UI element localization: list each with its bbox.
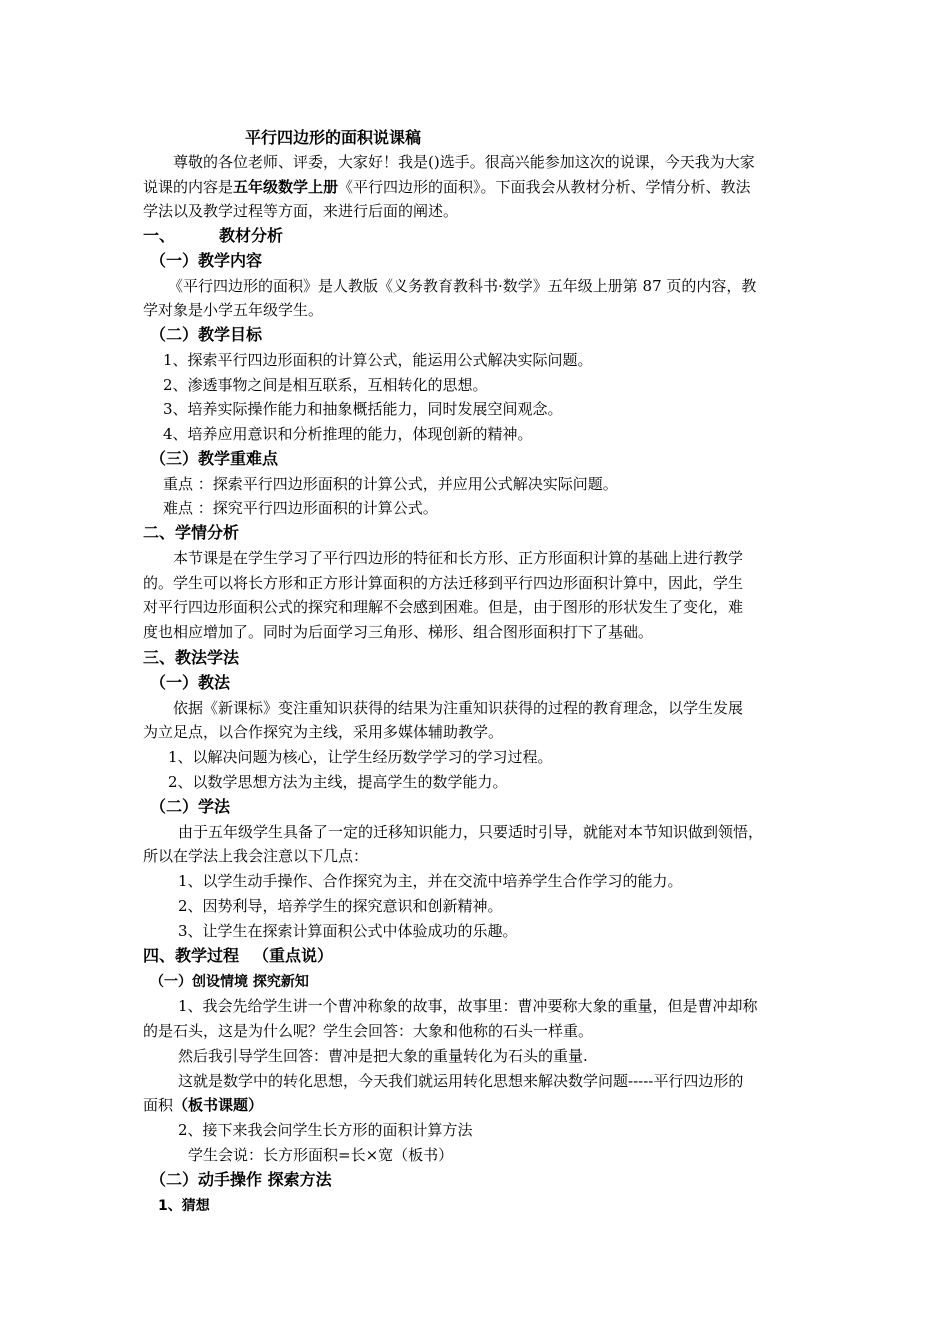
section-1-number: 一、 bbox=[143, 226, 176, 245]
list-item: 3、让学生在探索计算面积公式中体验成功的乐趣。 bbox=[178, 922, 518, 940]
list-item: 1、以学生动手操作、合作探究为主，并在交流中培养学生合作学习的能力。 bbox=[178, 872, 683, 890]
section-4-heading bbox=[143, 945, 333, 967]
content-line: 度也相应增加了。同时为后面学习三角形、梯形、组合图形面积打下了基础。 bbox=[143, 623, 654, 641]
content-line: 的。学生可以将长方形和正方形计算面积的方法迁移到平行四边形面积计算中，因此，学生 bbox=[143, 574, 744, 592]
content-line: 依据《新课标》变注重知识获得的结果为注重知识获得的过程的教育理念，以学生发展 bbox=[173, 699, 744, 717]
content-line: 对平行四边形面积公式的探究和理解不会感到困难。但是，由于图形的形状发生了变化，难 bbox=[143, 598, 744, 616]
goal-item: 2、渗透事物之间是相互联系，互相转化的思想。 bbox=[163, 376, 488, 394]
goal-item: 3、培养实际操作能力和抽象概括能力，同时发展空间观念。 bbox=[163, 400, 563, 418]
list-item: 2、因势利导，培养学生的探究意识和创新精神。 bbox=[178, 897, 503, 915]
content-line: 学生会说：长方形面积=长×宽（板书） bbox=[188, 1146, 454, 1164]
list-item: 1、猜想 bbox=[158, 1198, 210, 1214]
content-line bbox=[143, 1094, 263, 1116]
intro-bold: 五年级数学上册 bbox=[233, 178, 339, 196]
content-line: 这就是数学中的转化思想，今天我们就运用转化思想来解决数学问题-----平行四边形的 bbox=[178, 1072, 744, 1090]
section-1-sub-3: （三）教学重难点 bbox=[150, 449, 279, 468]
goal-item: 1、探索平行四边形面积的计算公式，能运用公式解决实际问题。 bbox=[163, 351, 593, 369]
section-1-sub-1: （一）教学内容 bbox=[150, 251, 263, 270]
intro-text-rest: 《平行四边形的面积》。下面我会从教材分析、学情分析、教法 bbox=[338, 178, 751, 196]
section-4-title: 四、教学过程 bbox=[143, 946, 240, 965]
section-4-sub-1: （一）创设情境 探究新知 bbox=[150, 974, 309, 990]
document-title: 平行四边形的面积说课稿 bbox=[245, 128, 422, 147]
content-line: 本节课是在学生学习了平行四边形的特征和长方形、正方形面积计算的基础上进行教学 bbox=[173, 549, 744, 567]
content-line: 1、我会先给学生讲一个曹冲称象的故事，故事里：曹冲要称大象的重量，但是曹冲却称 bbox=[178, 997, 758, 1015]
section-4-note: （重点说） bbox=[253, 946, 334, 965]
list-item: 1、以解决问题为核心，让学生经历数学学习的学习过程。 bbox=[168, 748, 553, 766]
goal-item: 4、培养应用意识和分析推理的能力，体现创新的精神。 bbox=[163, 425, 533, 443]
intro-text: 说课的内容是 bbox=[143, 178, 234, 196]
intro-line-3: 学法以及教学过程等方面，来进行后面的阐述。 bbox=[143, 202, 459, 220]
list-item: 2、以数学思想方法为主线，提高学生的数学能力。 bbox=[168, 773, 508, 791]
key-point: 重点 ：探索平行四边形面积的计算公式，并应用公式解决实际问题。 bbox=[163, 475, 618, 493]
content-line: 《平行四边形的面积》是人教版《义务教育教科书·数学》五年级上册第 87 页的内容，教 bbox=[168, 277, 757, 295]
content-line: 为立足点，以合作探究为主线，采用多媒体辅助教学。 bbox=[143, 723, 504, 741]
content-line: 然后我引导学生回答：曹冲是把大象的重量转化为石头的重量. bbox=[178, 1047, 588, 1065]
intro-line-1: 尊敬的各位老师、评委，大家好！我是()选手。很高兴能参加这次的说课，今天我为大家 bbox=[173, 153, 755, 171]
content-line: 学对象是小学五年级学生。 bbox=[143, 301, 324, 319]
content-line: 所以在学法上我会注意以下几点： bbox=[143, 847, 369, 865]
section-1-sub-2: （二）教学目标 bbox=[150, 325, 263, 344]
content-line: 由于五年级学生具备了一定的迁移知识能力，只要适时引导，就能对本节知识做到领悟， bbox=[178, 823, 764, 841]
section-3-sub-2: （二）学法 bbox=[150, 797, 231, 816]
section-1-heading bbox=[143, 225, 283, 247]
section-3-heading: 三、教法学法 bbox=[143, 648, 240, 667]
section-2-heading: 二、学情分析 bbox=[143, 523, 240, 542]
section-4-sub-2: （二）动手操作 探索方法 bbox=[150, 1170, 332, 1189]
section-1-title: 教材分析 bbox=[219, 226, 284, 245]
difficult-point: 难点 ：探究平行四边形面积的计算公式。 bbox=[163, 499, 438, 517]
content-text: 面积 bbox=[143, 1096, 174, 1114]
intro-line-2 bbox=[143, 176, 751, 198]
content-line: 的是石头，这是为什么呢？学生会回答：大象和他称的石头一样重。 bbox=[143, 1022, 594, 1040]
section-3-sub-1: （一）教法 bbox=[150, 673, 231, 692]
board-title-note: （板书课题） bbox=[173, 1096, 264, 1114]
content-line: 2、接下来我会问学生长方形的面积计算方法 bbox=[178, 1121, 473, 1139]
